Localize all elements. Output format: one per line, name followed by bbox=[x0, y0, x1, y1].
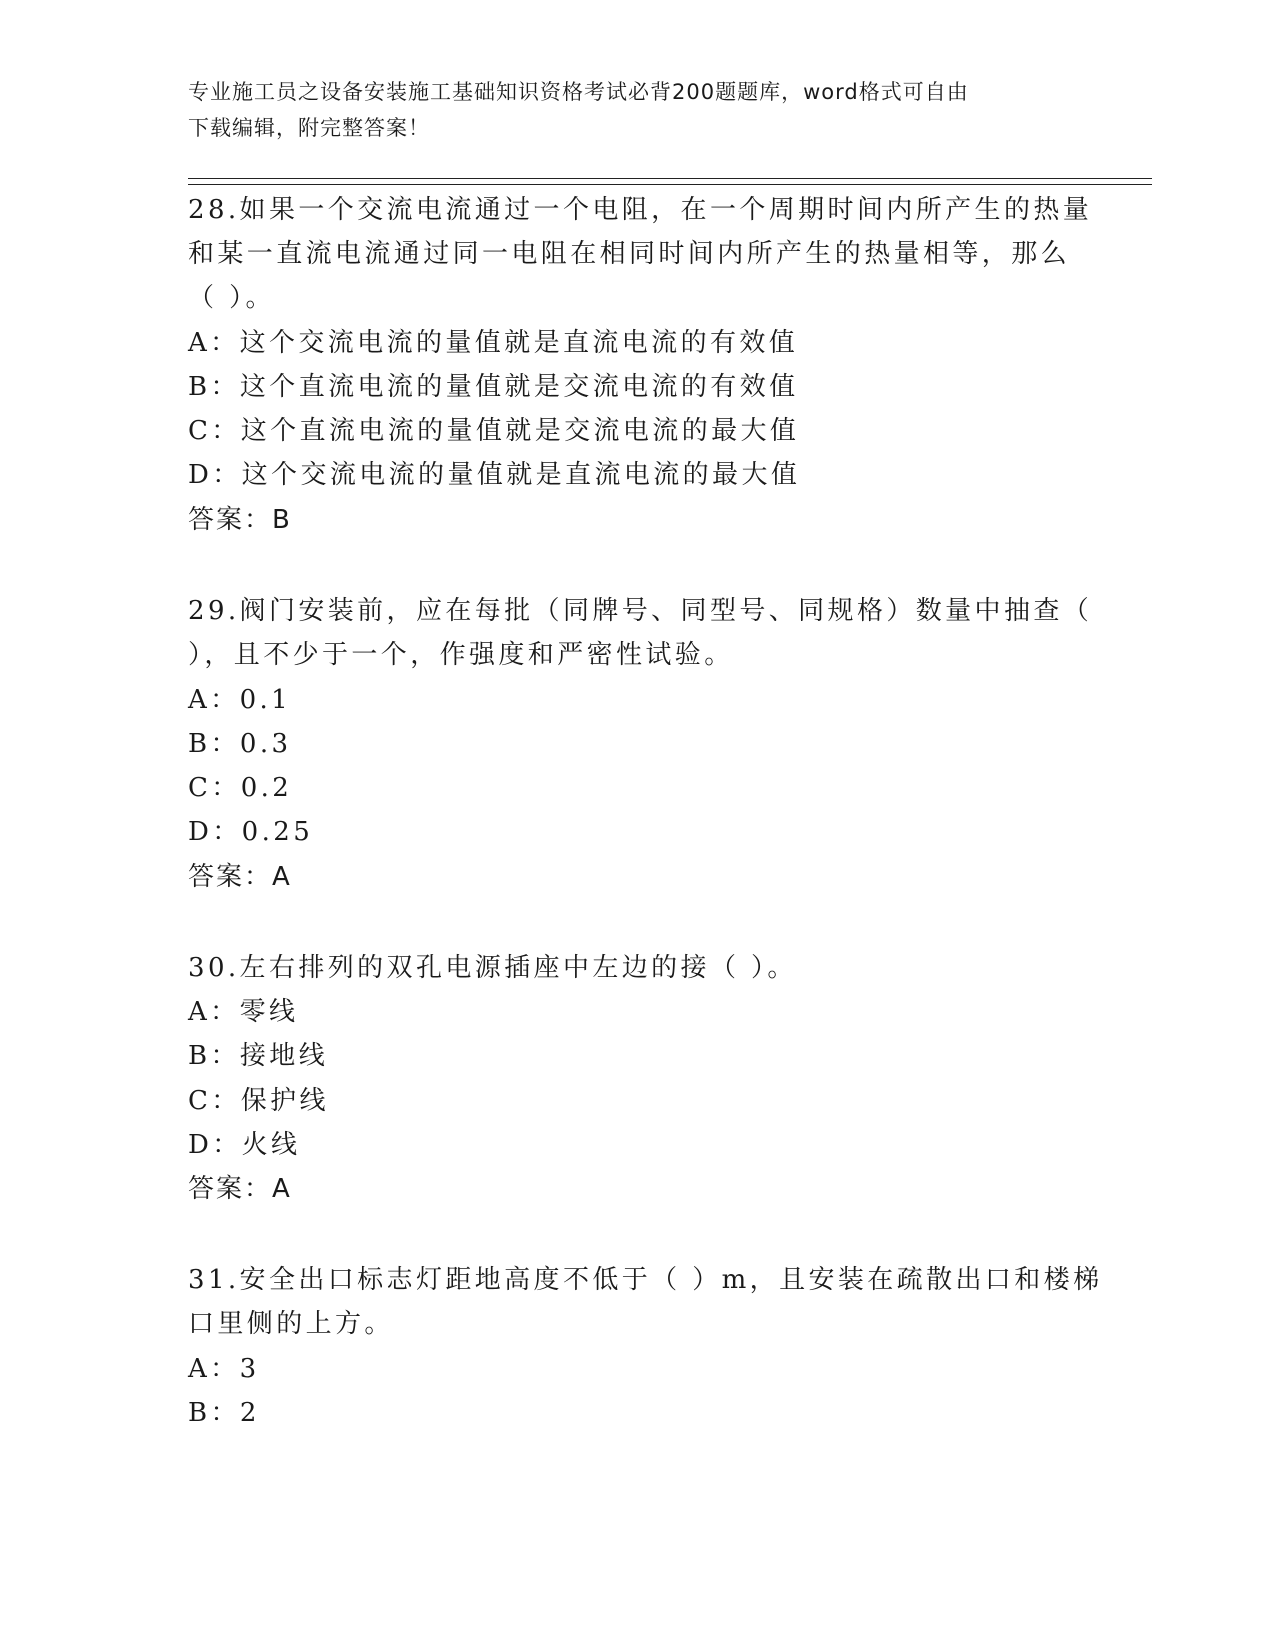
question-stem-line: 31.安全出口标志灯距地高度不低于（ ）m，且安装在疏散出口和楼梯 bbox=[188, 1265, 1103, 1295]
option-b: B：0.3 bbox=[188, 729, 292, 759]
option-c: C：保护线 bbox=[188, 1086, 329, 1116]
option-c: C：这个直流电流的量值就是交流电流的最大值 bbox=[188, 416, 800, 446]
header-divider-bottom bbox=[188, 184, 1152, 185]
header-line-2: 下载编辑，附完整答案！ bbox=[188, 116, 430, 140]
option-b: B：2 bbox=[188, 1398, 260, 1428]
option-a: A：零线 bbox=[188, 997, 299, 1027]
question-stem-line: 29.阀门安装前，应在每批（同牌号、同型号、同规格）数量中抽查（ bbox=[188, 596, 1093, 626]
header-line-1: 专业施工员之设备安装施工基础知识资格考试必背200题题库，word格式可自由 bbox=[188, 80, 969, 104]
option-b: B：接地线 bbox=[188, 1041, 329, 1071]
question-stem-line: 28.如果一个交流电流通过一个电阻，在一个周期时间内所产生的热量 bbox=[188, 195, 1093, 225]
option-d: D：这个交流电流的量值就是直流电流的最大值 bbox=[188, 460, 801, 490]
question-stem-line: 和某一直流电流通过同一电阻在相同时间内所产生的热量相等，那么 bbox=[188, 239, 1071, 269]
answer-text: 答案：A bbox=[188, 1174, 292, 1204]
option-c: C：0.2 bbox=[188, 773, 293, 803]
question-stem-line: 30.左右排列的双孔电源插座中左边的接（ ）。 bbox=[188, 953, 797, 983]
option-a: A：0.1 bbox=[188, 685, 292, 715]
answer-text: 答案：A bbox=[188, 862, 292, 892]
option-d: D：0.25 bbox=[188, 817, 314, 847]
document-header bbox=[188, 74, 1078, 146]
answer-text: 答案：B bbox=[188, 505, 292, 535]
question-stem-line: ），且不少于一个，作强度和严密性试验。 bbox=[188, 640, 734, 670]
header-divider-top bbox=[188, 178, 1152, 179]
option-b: B：这个直流电流的量值就是交流电流的有效值 bbox=[188, 372, 799, 402]
question-stem-line: 口里侧的上方。 bbox=[188, 1309, 394, 1339]
option-a: A：这个交流电流的量值就是直流电流的有效值 bbox=[188, 328, 799, 358]
question-stem-line: （ ）。 bbox=[188, 283, 275, 313]
option-d: D：火线 bbox=[188, 1130, 301, 1160]
option-a: A：3 bbox=[188, 1354, 260, 1384]
